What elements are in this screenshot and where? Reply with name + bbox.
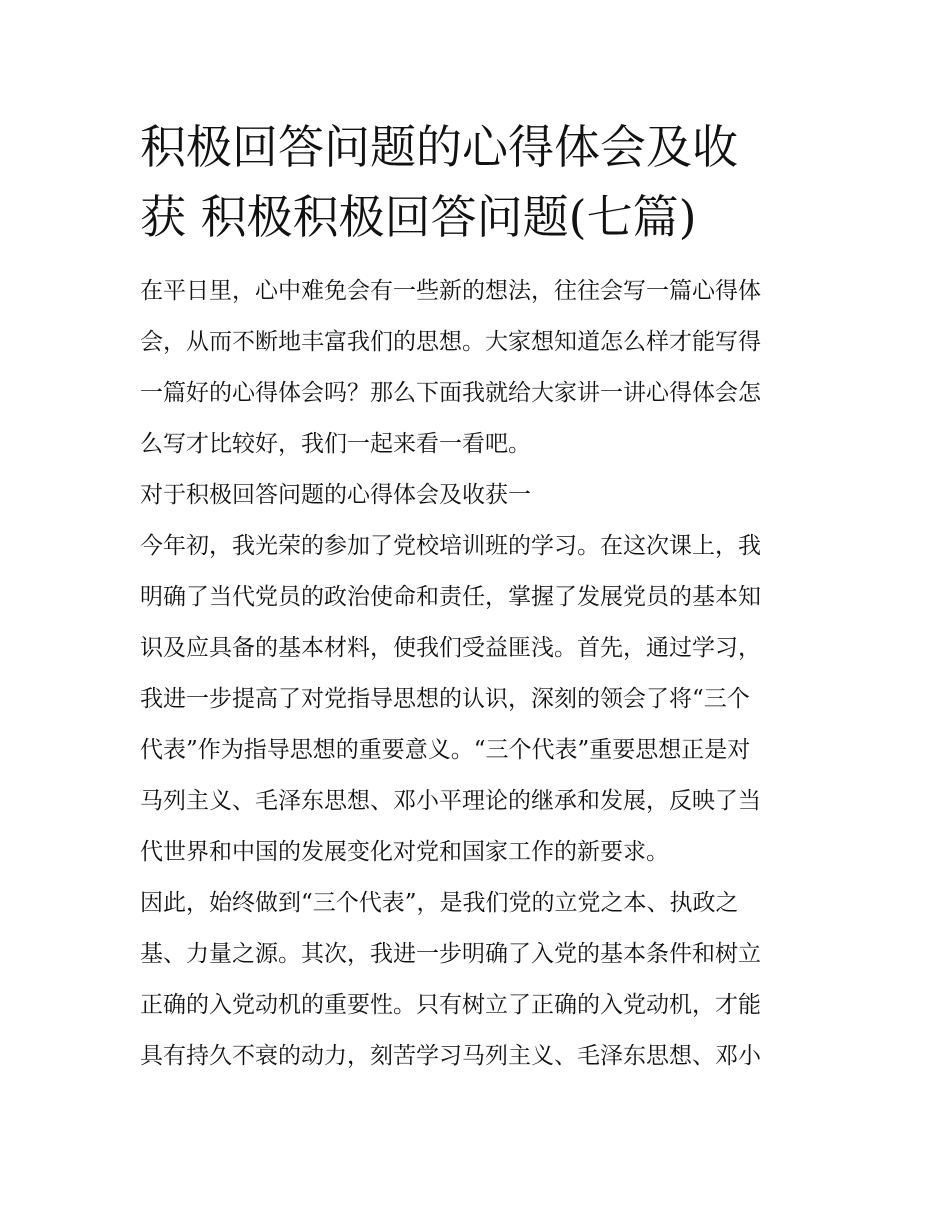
title-line-2: 获 积极积极回答问题(七篇) xyxy=(140,190,697,244)
intro-paragraph xyxy=(140,266,814,470)
intro-line: 一篇好的心得体会吗？那么下面我就给大家讲一讲心得体会怎 xyxy=(140,380,761,406)
body-paragraph-1 xyxy=(140,521,814,878)
document-title xyxy=(140,112,814,252)
body-line: 我进一步提高了对党指导思想的认识，深刻的领会了将“三个 xyxy=(140,686,750,712)
body-line: 因此，始终做到“三个代表”，是我们党的立党之本、执政之 xyxy=(140,890,739,916)
body-line: 代表”作为指导思想的重要意义。“三个代表”重要思想正是对 xyxy=(140,737,751,763)
body-line: 具有持久不衰的动力，刻苦学习马列主义、毛泽东思想、邓小 xyxy=(140,1043,761,1069)
body-paragraph-2 xyxy=(140,878,814,1082)
body-line: 基、力量之源。其次，我进一步明确了入党的基本条件和树立 xyxy=(140,941,761,967)
body-line: 识及应具备的基本材料，使我们受益匪浅。首先，通过学习， xyxy=(140,635,761,661)
document-page xyxy=(140,112,814,1082)
title-line-1: 积极回答问题的心得体会及收 xyxy=(140,120,738,174)
body-line: 马列主义、毛泽东思想、邓小平理论的继承和发展，反映了当 xyxy=(140,788,761,814)
section-heading xyxy=(140,470,814,521)
body-line: 明确了当代党员的政治使命和责任，掌握了发展党员的基本知 xyxy=(140,584,761,610)
body-line: 代世界和中国的发展变化对党和国家工作的新要求。 xyxy=(140,839,669,865)
body-line: 今年初，我光荣的参加了党校培训班的学习。在这次课上，我 xyxy=(140,533,761,559)
section-heading-text: 对于积极回答问题的心得体会及收获一 xyxy=(140,482,531,508)
intro-line: 会，从而不断地丰富我们的思想。大家想知道怎么样才能写得 xyxy=(140,329,761,355)
intro-line: 么写才比较好，我们一起来看一看吧。 xyxy=(140,431,531,457)
intro-line: 在平日里，心中难免会有一些新的想法，往往会写一篇心得体 xyxy=(140,278,761,304)
body-line: 正确的入党动机的重要性。只有树立了正确的入党动机，才能 xyxy=(140,992,761,1018)
